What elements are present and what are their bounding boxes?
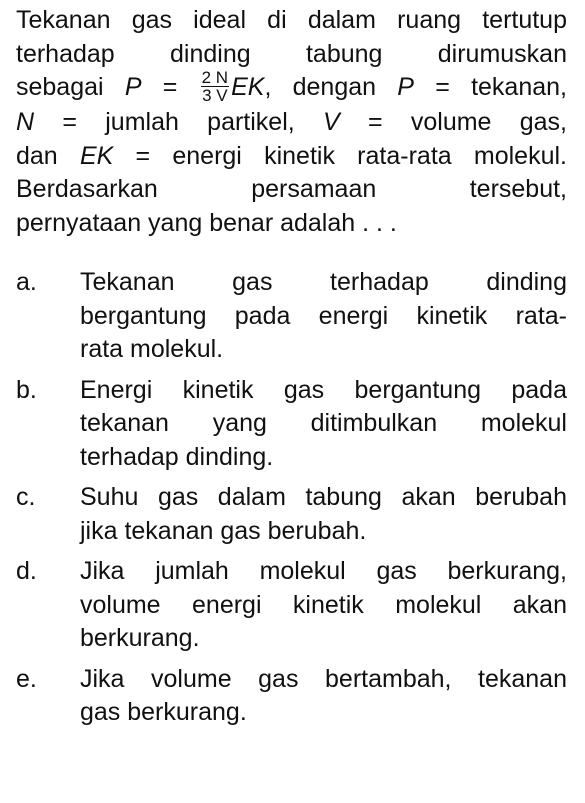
kinetic-energy-symbol: EK — [231, 73, 265, 102]
option-letter: a. — [16, 268, 37, 296]
option-letter: e. — [16, 664, 37, 693]
option-text — [80, 663, 567, 730]
stem-line-2: terhadap dinding tabung dirumuskan — [16, 39, 567, 68]
stem-text: = energi kinetik rata-rata molekul. — [113, 141, 567, 170]
stem-text: = tekanan, — [413, 73, 567, 102]
question-stem — [16, 4, 567, 240]
option-line: berkurang. — [80, 624, 200, 652]
equals-sign: = — [141, 73, 199, 102]
stem-text: = volume gas, — [339, 108, 567, 136]
stem-line-1: Tekanan gas ideal di dalam ruang tertutup — [16, 6, 567, 34]
stem-text: = jumlah partikel, — [34, 108, 323, 136]
stem-line-3 — [16, 68, 567, 106]
option-line: Jika jumlah molekul gas berkurang, — [80, 557, 567, 585]
option-a[interactable] — [16, 266, 567, 367]
stem-text: dan — [16, 141, 80, 170]
pressure-symbol: P — [124, 73, 142, 102]
stem-line-6: Berdasarkan persamaan tersebut, — [16, 175, 567, 203]
particle-count-symbol: N — [16, 108, 35, 136]
option-letter: c. — [16, 483, 36, 511]
option-line: Tekanan gas terhadap dinding — [80, 268, 567, 296]
option-line: bergantung pada energi kinetik rata- — [80, 301, 567, 330]
stem-line-7: pernyataan yang benar adalah . . . — [16, 208, 397, 237]
option-c[interactable] — [16, 481, 567, 548]
option-text — [80, 374, 567, 475]
option-text — [80, 266, 567, 367]
pressure-symbol: P — [397, 73, 414, 102]
fraction-numerator: 2 N — [201, 68, 229, 87]
option-text — [80, 555, 567, 656]
option-letter: b. — [16, 375, 37, 404]
option-b[interactable] — [16, 374, 567, 475]
option-line: gas berkurang. — [80, 698, 247, 726]
option-line: Energi kinetik gas bergantung pada — [80, 375, 567, 404]
fraction-2n-over-3v — [201, 69, 229, 104]
stem-line-4 — [16, 106, 567, 140]
option-line: rata molekul. — [80, 335, 224, 363]
stem-line-5 — [16, 140, 567, 174]
option-text — [80, 481, 567, 548]
option-letter: d. — [16, 557, 37, 585]
answer-options — [16, 266, 567, 730]
kinetic-energy-symbol: EK — [79, 141, 114, 170]
option-line: volume energi kinetik molekul akan — [80, 590, 567, 619]
option-d[interactable] — [16, 555, 567, 656]
stem-text: , dengan — [264, 73, 398, 102]
option-e[interactable] — [16, 663, 567, 730]
option-line: jika tekanan gas berubah. — [80, 516, 367, 545]
volume-symbol: V — [323, 108, 340, 136]
stem-text: sebagai — [16, 73, 125, 102]
fraction-denominator: 3 V — [202, 86, 228, 105]
option-line: Suhu gas dalam tabung akan berubah — [80, 483, 567, 511]
option-line: Jika volume gas bertambah, tekanan — [80, 664, 567, 693]
option-line: terhadap dinding. — [80, 442, 274, 471]
option-line: tekanan yang ditimbulkan molekul — [80, 409, 567, 437]
